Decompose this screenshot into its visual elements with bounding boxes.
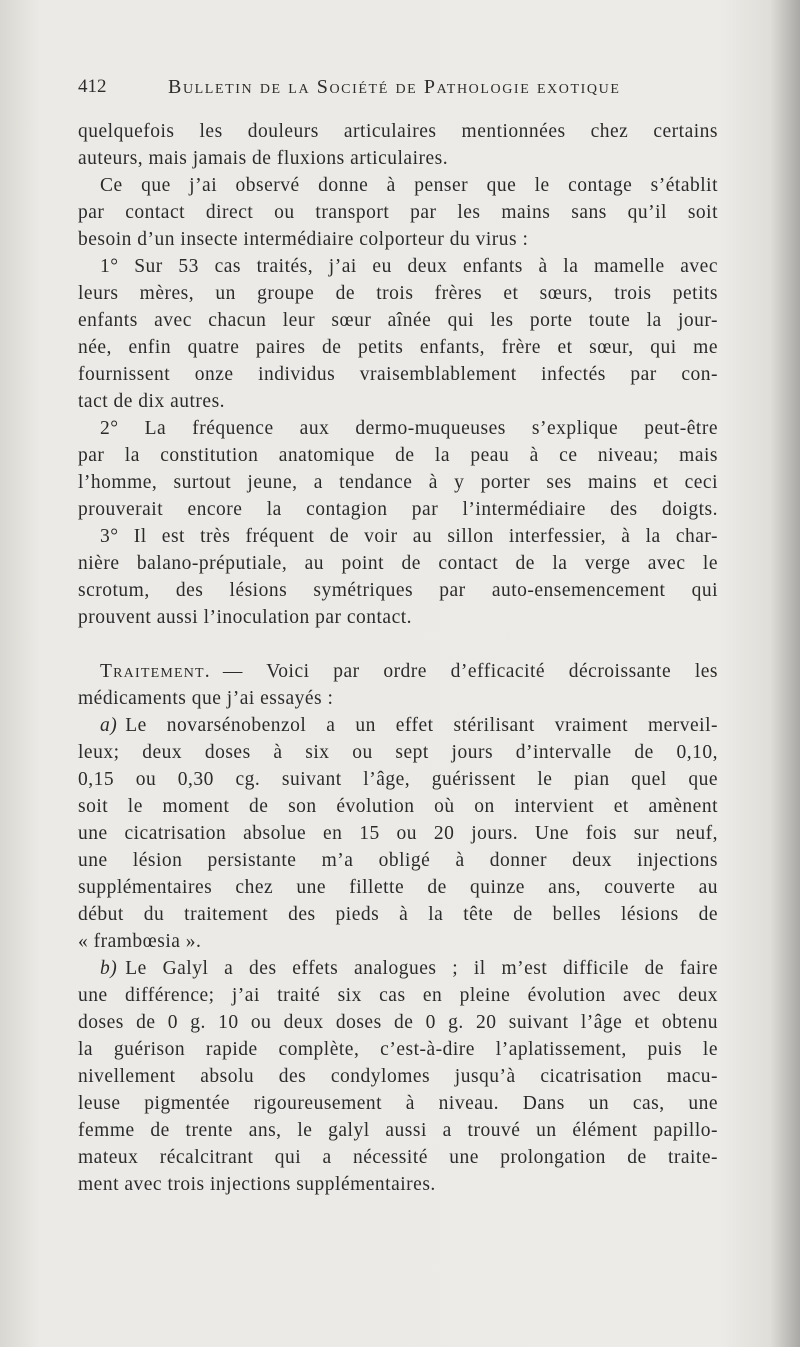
text-line: Ce que j’ai observé donne à penser que le contage s’établit [100, 175, 718, 196]
text-line: auteurs, mais jamais de fluxions articulaires. [78, 148, 449, 169]
item-a-line [78, 712, 718, 739]
section-heading: Traitement. [100, 661, 211, 682]
text-line: prouverait encore la contagion par l’intermédiaire des doigts. [78, 499, 718, 520]
text-line: l’homme, surtout jeune, a tendance à y porter ses mains et ceci [78, 472, 718, 493]
text-line: 0,15 ou 0,30 cg. suivant l’âge, guérissent le pian quel que [78, 769, 718, 790]
text-line: besoin d’un insecte intermédiaire colporteur du virus : [78, 229, 529, 250]
text-line: supplémentaires chez une fillette de quinze ans, couverte au [78, 877, 718, 898]
text-line: une différence; j’ai traité six cas en pleine évolution avec deux [78, 985, 718, 1006]
item-label-a: a) [100, 715, 118, 736]
text-line: Le Galyl a des effets analogues ; il m’est difficile de faire [125, 958, 718, 979]
item-b-line [78, 955, 718, 982]
page-number: 412 [78, 76, 107, 97]
text-line: nière balano-préputiale, au point de contact de la verge avec le [78, 553, 718, 574]
text-line: ment avec trois injections supplémentaires. [78, 1174, 436, 1195]
text-line: femme de trente ans, le galyl aussi a trouvé un élément papillo- [78, 1120, 718, 1141]
text-line: Le novarsénobenzol a un effet stérilisant vraiment merveil- [125, 715, 718, 736]
text-line: par la constitution anatomique de la peau à ce niveau; mais [78, 445, 718, 466]
text-line: — Voici par ordre d’efficacité décroissante les [222, 661, 718, 682]
text-line: scrotum, des lésions symétriques par auto-ensemencement qui [78, 580, 718, 601]
text-line: mateux récalcitrant qui a nécessité une prolongation de traite- [78, 1147, 718, 1168]
running-title: Bulletin de la Société de Pathologie exotique [168, 76, 621, 98]
text-line: nivellement absolu des condylomes jusqu’à cicatrisation macu- [78, 1066, 718, 1087]
text-line: début du traitement des pieds à la tête de belles lésions de [78, 904, 718, 925]
text-line: doses de 0 g. 10 ou deux doses de 0 g. 20 suivant l’âge et obtenu [78, 1012, 718, 1033]
text-line: 3° Il est très fréquent de voir au sillon interfessier, à la char- [100, 526, 718, 547]
text-line: soit le moment de son évolution où on intervient et amènent [78, 796, 718, 817]
text-line: une lésion persistante m’a obligé à donner deux injections [78, 850, 718, 871]
text-line: fournissent onze individus vraisemblablement infectés par con- [78, 364, 718, 385]
text-line: 1° Sur 53 cas traités, j’ai eu deux enfants à la mamelle avec [100, 256, 718, 277]
section-heading-line [78, 658, 718, 685]
page-header [78, 72, 718, 102]
text-line: quelquefois les douleurs articulaires mentionnées chez certains [78, 121, 718, 142]
text-line: enfants avec chacun leur sœur aînée qui les porte toute la jour- [78, 310, 718, 331]
text-line: née, enfin quatre paires de petits enfants, frère et sœur, qui me [78, 337, 718, 358]
text-line: une cicatrisation absolue en 15 ou 20 jours. Une fois sur neuf, [78, 823, 718, 844]
text-line: prouvent aussi l’inoculation par contact. [78, 607, 413, 628]
text-line: tact de dix autres. [78, 391, 226, 412]
text-line: médicaments que j’ai essayés : [78, 688, 334, 709]
item-label-b: b) [100, 958, 118, 979]
text-line: leurs mères, un groupe de trois frères et sœurs, trois petits [78, 283, 718, 304]
text-line: par contact direct ou transport par les mains sans qu’il soit [78, 202, 718, 223]
text-line: « frambœsia ». [78, 931, 202, 952]
text-line: la guérison rapide complète, c’est-à-dire l’aplatissement, puis le [78, 1039, 718, 1060]
text-line: leux; deux doses à six ou sept jours d’intervalle de 0,10, [78, 742, 718, 763]
text-line: leuse pigmentée rigoureusement à niveau. Dans un cas, une [78, 1093, 718, 1114]
text-line: 2° La fréquence aux dermo-muqueuses s’explique peut-être [100, 418, 718, 439]
